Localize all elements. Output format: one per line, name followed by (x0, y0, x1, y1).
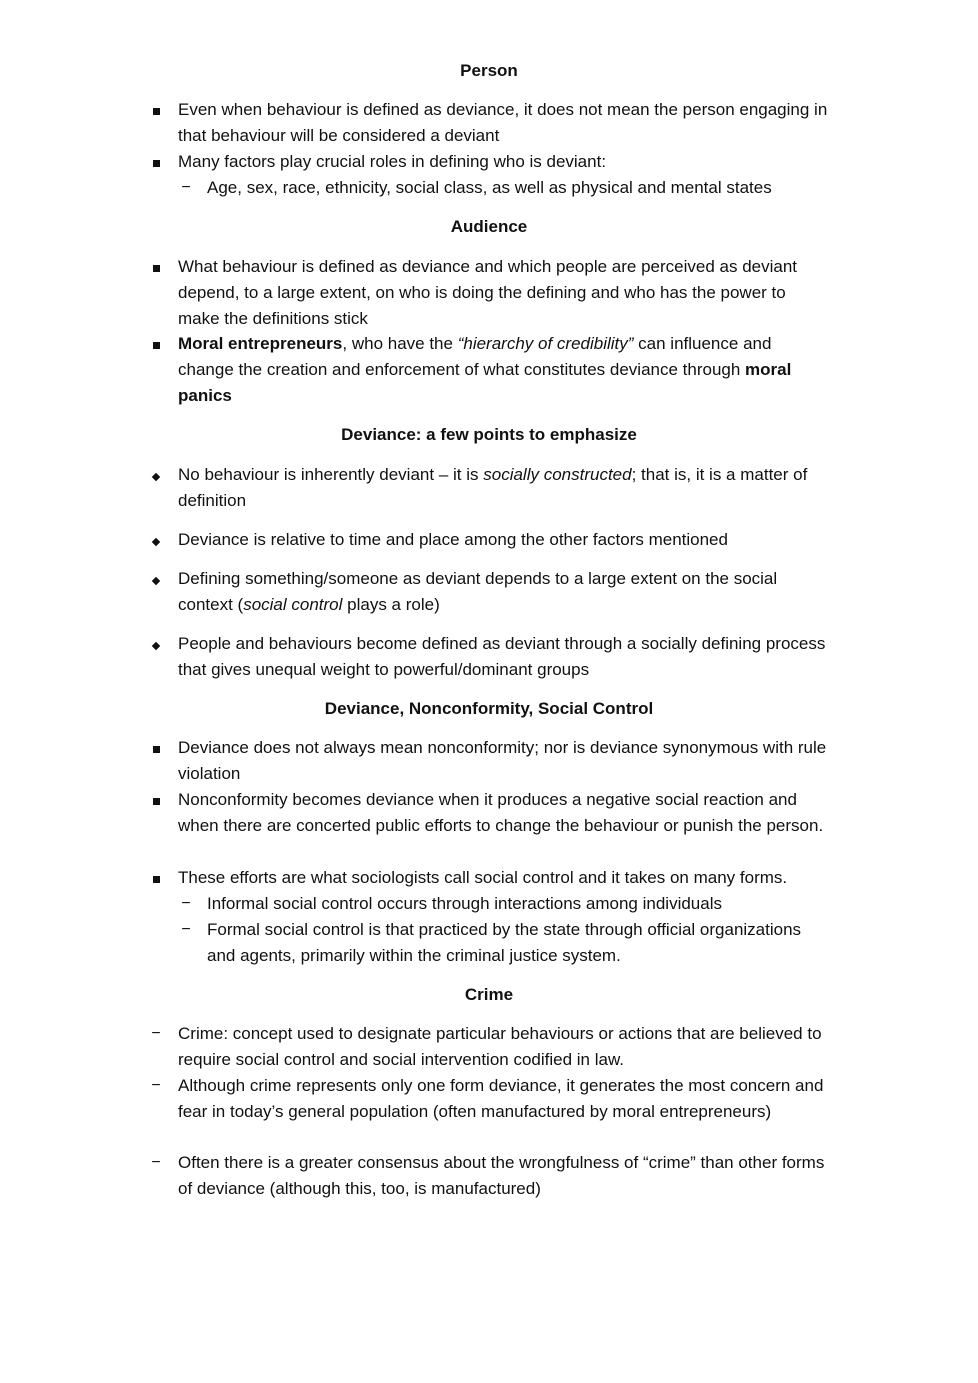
list-item (178, 527, 828, 553)
diamond-bullet-icon (149, 566, 163, 592)
list-item-text: Deviance does not always mean nonconformity; nor is deviance synonymous with rule violation (178, 738, 827, 783)
term-moral-panics: moral panics (178, 360, 792, 405)
list-item-text: Many factors play crucial roles in defining who is deviant: (178, 152, 607, 171)
term-moral-entrepreneurs: Moral entrepreneurs (178, 334, 343, 353)
list-item (178, 631, 828, 683)
heading-audience: Audience (450, 217, 528, 236)
dash-bullet-icon: − (151, 1077, 161, 1094)
list-item-text: These efforts are what sociologists call social control and it takes on many forms. (178, 868, 788, 887)
dash-bullet-icon: − (181, 895, 191, 912)
sub-list-item-text: Informal social control occurs through interactions among individuals (207, 894, 722, 913)
heading-crime: Crime (464, 985, 514, 1004)
term-hierarchy-of-credibility: “hierarchy of credibility” (457, 334, 634, 353)
diamond-bullet-icon (149, 462, 163, 488)
dash-bullet-icon: − (181, 179, 191, 196)
list-item (151, 1073, 828, 1125)
list-item (178, 787, 828, 839)
list-item-text: Crime: concept used to designate particular behaviours or actions that are believed to require social control and social intervention codified in law. (178, 1024, 822, 1069)
square-bullet-icon (149, 97, 163, 123)
list-item-text: No behaviour is inherently deviant – it is socially constructed; that is, it is a matter of definition (178, 465, 808, 510)
heading-nonconformity: Deviance, Nonconformity, Social Control (324, 699, 654, 718)
list-item (178, 149, 828, 175)
list-item (178, 865, 828, 891)
list-item (178, 97, 828, 149)
list-item (178, 566, 828, 618)
list-item (178, 254, 828, 332)
sub-list-item (181, 891, 827, 917)
heading-emphasize: Deviance: a few points to emphasize (341, 425, 637, 444)
diamond-bullet-icon (149, 527, 163, 553)
heading-person: Person (460, 61, 518, 80)
list-item-text: People and behaviours become defined as deviant through a socially defining process that gives unequal weight to powerful/dominant groups (178, 634, 826, 679)
list-item-text: Nonconformity becomes deviance when it produces a negative social reaction and when there are concerted public efforts to change the behaviour or punish the person. (178, 790, 824, 835)
square-bullet-icon (149, 787, 163, 813)
dash-bullet-icon: − (151, 1025, 161, 1042)
list-item-text: Deviance is relative to time and place among the other factors mentioned (178, 530, 728, 549)
term-socially-constructed: socially constructed (483, 465, 632, 484)
square-bullet-icon (149, 254, 163, 280)
list-item-text: Often there is a greater consensus about the wrongfulness of “crime” than other forms of deviance (although this, too, is manufactured) (178, 1153, 825, 1198)
square-bullet-icon (149, 865, 163, 891)
sub-list-item-text: Age, sex, race, ethnicity, social class, as well as physical and mental states (207, 178, 772, 197)
list-item-text: Defining something/someone as deviant depends to a large extent on the social context (social control plays a role) (178, 569, 778, 614)
square-bullet-icon (149, 735, 163, 761)
list-item (151, 1150, 828, 1202)
square-bullet-icon (149, 331, 163, 357)
diamond-bullet-icon (149, 631, 163, 657)
dash-bullet-icon: − (151, 1154, 161, 1171)
list-item-text: What behaviour is defined as deviance and which people are perceived as deviant depend, to a large extent, on who is doing the defining and who has the power to make the definitions stick (178, 257, 798, 328)
list-item-text: Even when behaviour is defined as deviance, it does not mean the person engaging in that behaviour will be considered a deviant (178, 100, 828, 145)
sub-list-item (181, 917, 827, 969)
term-social-control: social control (243, 595, 343, 614)
list-item (178, 462, 828, 514)
list-item (178, 331, 828, 409)
sub-list-item (181, 175, 827, 201)
sub-list-item-text: Formal social control is that practiced by the state through official organizations and agents, primarily within the criminal justice system. (207, 920, 802, 965)
list-item-text: Although crime represents only one form deviance, it generates the most concern and fear in today’s general population (often manufactured by moral entrepreneurs) (178, 1076, 824, 1121)
square-bullet-icon (149, 149, 163, 175)
list-item-text: Moral entrepreneurs, who have the “hierarchy of credibility” can influence and change the creation and enforcement of what constitutes deviance through moral panics (178, 334, 792, 405)
list-item (151, 1021, 828, 1073)
list-item (178, 735, 828, 787)
dash-bullet-icon: − (181, 921, 191, 938)
